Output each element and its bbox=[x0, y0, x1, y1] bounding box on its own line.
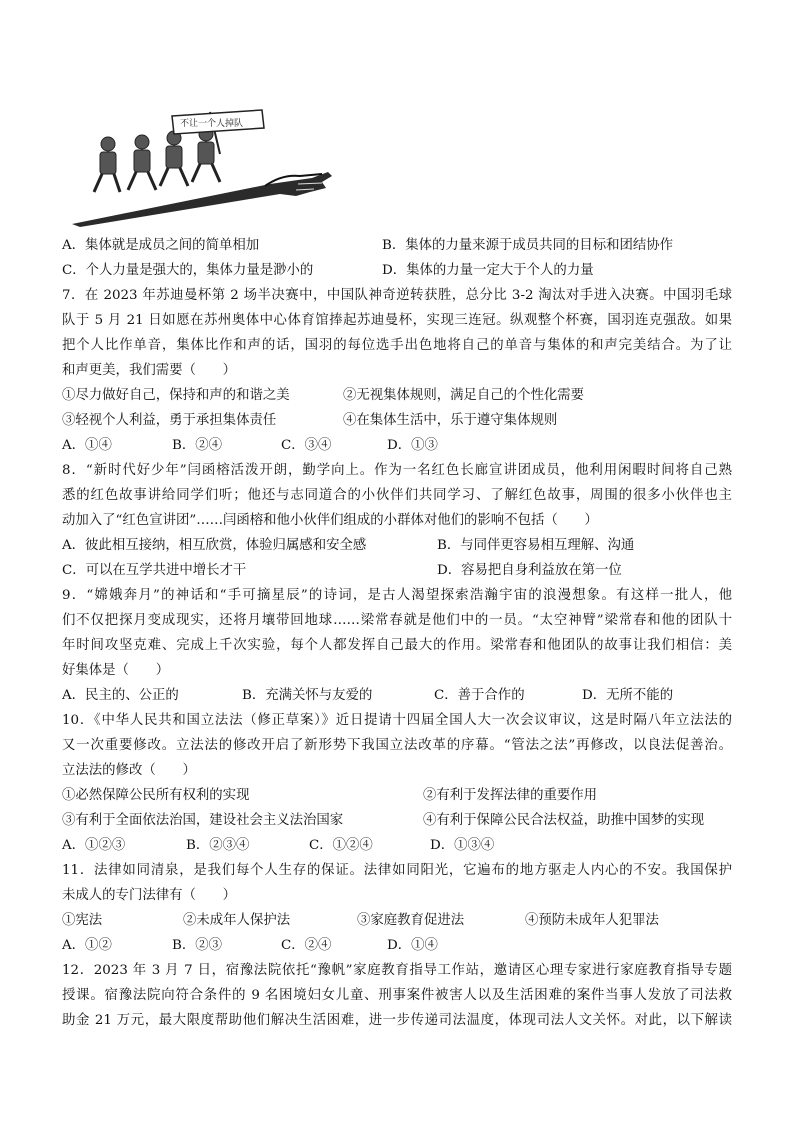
q7-stem-line-2: 队于 5 月 21 日如愿在苏州奥体中心体育馆捧起苏迪曼杯，实现三连冠。纵观整个杯赛，国羽连克强敌。如果 bbox=[62, 313, 732, 328]
q11-item-4: ④预防未成年人犯罪法 bbox=[525, 913, 659, 928]
q9-choice-b: B．充满关怀与友爱的 bbox=[242, 688, 373, 703]
q10-stem-line-2: 又一次重要修改。立法法的修改开启了新形势下我国立法改革的序幕。“管法之法”再修改，以良法促善治。 bbox=[62, 738, 732, 753]
q7-choice-c: C．③④ bbox=[281, 438, 332, 453]
q7-item-1: ①尽力做好自己，保持和声的和谐之美 bbox=[62, 388, 290, 403]
q9-choice-c: C．善于合作的 bbox=[434, 688, 525, 703]
q11-choice-c: C．②④ bbox=[281, 938, 332, 953]
q12-stem-line-3: 助金 21 万元，最大限度帮助他们解决生活困难，进一步传递司法温度，体现司法人文关怀。对此，以下解读 bbox=[62, 1013, 732, 1028]
q10-item-1: ①必然保障公民所有权利的实现 bbox=[62, 788, 250, 803]
q7-stem-line-1: 7．在 2023 年苏迪曼杯第 2 场半决赛中，中国队神奇逆转获胜，总分比 3-2 淘汰对手进入决赛。中国羽毛球 bbox=[62, 288, 732, 303]
q9-stem-line-3: 年时间攻坚克难、完成上千次实验，每个人都发挥自己最大的作用。梁常春和他团队的故事让我们相信：美 bbox=[62, 638, 732, 653]
q6-option-a: A．集体就是成员之间的简单相加 bbox=[62, 238, 260, 253]
q8-option-b: B．与同伴更容易相互理解、沟通 bbox=[437, 538, 635, 553]
q7-choice-a: A．①④ bbox=[62, 438, 112, 453]
q10-stem-line-3: 立法法的修改（ ） bbox=[62, 763, 196, 778]
q11-item-1: ①宪法 bbox=[62, 913, 103, 928]
q9-choice-d: D．无所不能的 bbox=[582, 688, 674, 703]
teamwork-illustration bbox=[60, 92, 335, 227]
q10-choice-a: A．①②③ bbox=[62, 838, 126, 853]
banner-text: 不让一个人掉队 bbox=[180, 119, 244, 129]
q10-item-4: ④有利于保障公民合法权益，助推中国梦的实现 bbox=[423, 813, 705, 828]
q7-stem-line-3: 把个人比作单音，集体比作和声的话，国羽的每位选手出色地将自己的单音与集体的和声完美结合。为了让 bbox=[62, 338, 732, 353]
q6-option-d: D．集体的力量一定大于个人的力量 bbox=[382, 263, 594, 278]
q8-option-c: C．可以在互学共进中增长才干 bbox=[62, 563, 247, 578]
q7-choice-b: B．②④ bbox=[172, 438, 223, 453]
q9-choice-a: A．民主的、公正的 bbox=[62, 688, 179, 703]
q6-option-b: B．集体的力量来源于成员共同的目标和团结协作 bbox=[382, 238, 674, 253]
q9-stem-line-4: 好集体是（ ） bbox=[62, 663, 170, 678]
q10-stem-line-1: 10．《中华人民共和国立法法（修正草案）》近日提请十四届全国人大一次会议审议，这是时隔八年立法法的 bbox=[62, 713, 732, 728]
q12-stem-line-1: 12．2023 年 3 月 7 日，宿豫法院依托“豫帆”家庭教育指导工作站，邀请区心理专家进行家庭教育指导专题 bbox=[62, 963, 732, 978]
q12-stem-line-2: 授课。宿豫法院向符合条件的 9 名困境妇女儿童、刑事案件被害人以及生活困难的案件当事人发放了司法救 bbox=[62, 988, 732, 1003]
q11-stem-line-2: 未成人的专门法律有（ ） bbox=[62, 888, 237, 903]
q6-option-c: C．个人力量是强大的，集体力量是渺小的 bbox=[62, 263, 314, 278]
q11-choice-a: A．①② bbox=[62, 938, 112, 953]
q10-item-3: ③有利于全面依法治国，建设社会主义法治国家 bbox=[62, 813, 344, 828]
q7-item-4: ④在集体生活中，乐于遵守集体规则 bbox=[343, 413, 558, 428]
q7-item-2: ②无视集体规则，满足自己的个性化需要 bbox=[343, 388, 585, 403]
q8-option-d: D．容易把自身利益放在第一位 bbox=[437, 563, 622, 578]
q7-item-3: ③轻视个人利益，勇于承担集体责任 bbox=[62, 413, 277, 428]
q8-option-a: A．彼此相互接纳，相互欣赏，体验归属感和安全感 bbox=[62, 538, 367, 553]
q11-stem-line-1: 11．法律如同清泉，是我们每个人生存的保证。法律如同阳光，它遍布的地方驱走人内心的不安。我国保护 bbox=[62, 863, 732, 878]
q8-stem-line-1: 8．“新时代好少年”闫函榕活泼开朗，勤学向上。作为一名红色长廊宣讲团成员，他利用闲暇时间将自己熟 bbox=[62, 463, 732, 478]
q10-choice-b: B．②③④ bbox=[186, 838, 250, 853]
q10-choice-c: C．①②④ bbox=[309, 838, 373, 853]
q7-choice-d: D．①③ bbox=[387, 438, 438, 453]
q10-item-2: ②有利于发挥法律的重要作用 bbox=[423, 788, 598, 803]
q9-stem-line-1: 9．“嫦娥奔月”的神话和“手可摘星辰”的诗词，是古人渴望探索浩瀚宇宙的浪漫想象。有这样一批人，他 bbox=[62, 588, 732, 603]
q11-item-3: ③家庭教育促进法 bbox=[357, 913, 465, 928]
q7-stem-line-4: 和声更美，我们需要（ ） bbox=[62, 363, 237, 378]
q8-stem-line-2: 悉的红色故事讲给同学们听；他还与志同道合的小伙伴们共同学习、了解红色故事，周围的很多小伙伴也主 bbox=[62, 488, 732, 503]
q11-choice-d: D．①④ bbox=[387, 938, 438, 953]
q10-choice-d: D．①③④ bbox=[430, 838, 495, 853]
q9-stem-line-2: 们不仅把探月变成现实，还将月壤带回地球……梁常春就是他们中的一员。“太空神臂”梁常春和他的团队十 bbox=[62, 613, 732, 628]
q11-item-2: ②未成年人保护法 bbox=[183, 913, 291, 928]
q8-stem-line-3: 动加入了“红色宣讲团”……闫函榕和他小伙伴们组成的小群体对他们的影响不包括（ ） bbox=[62, 513, 598, 528]
q11-choice-b: B．②③ bbox=[172, 938, 223, 953]
